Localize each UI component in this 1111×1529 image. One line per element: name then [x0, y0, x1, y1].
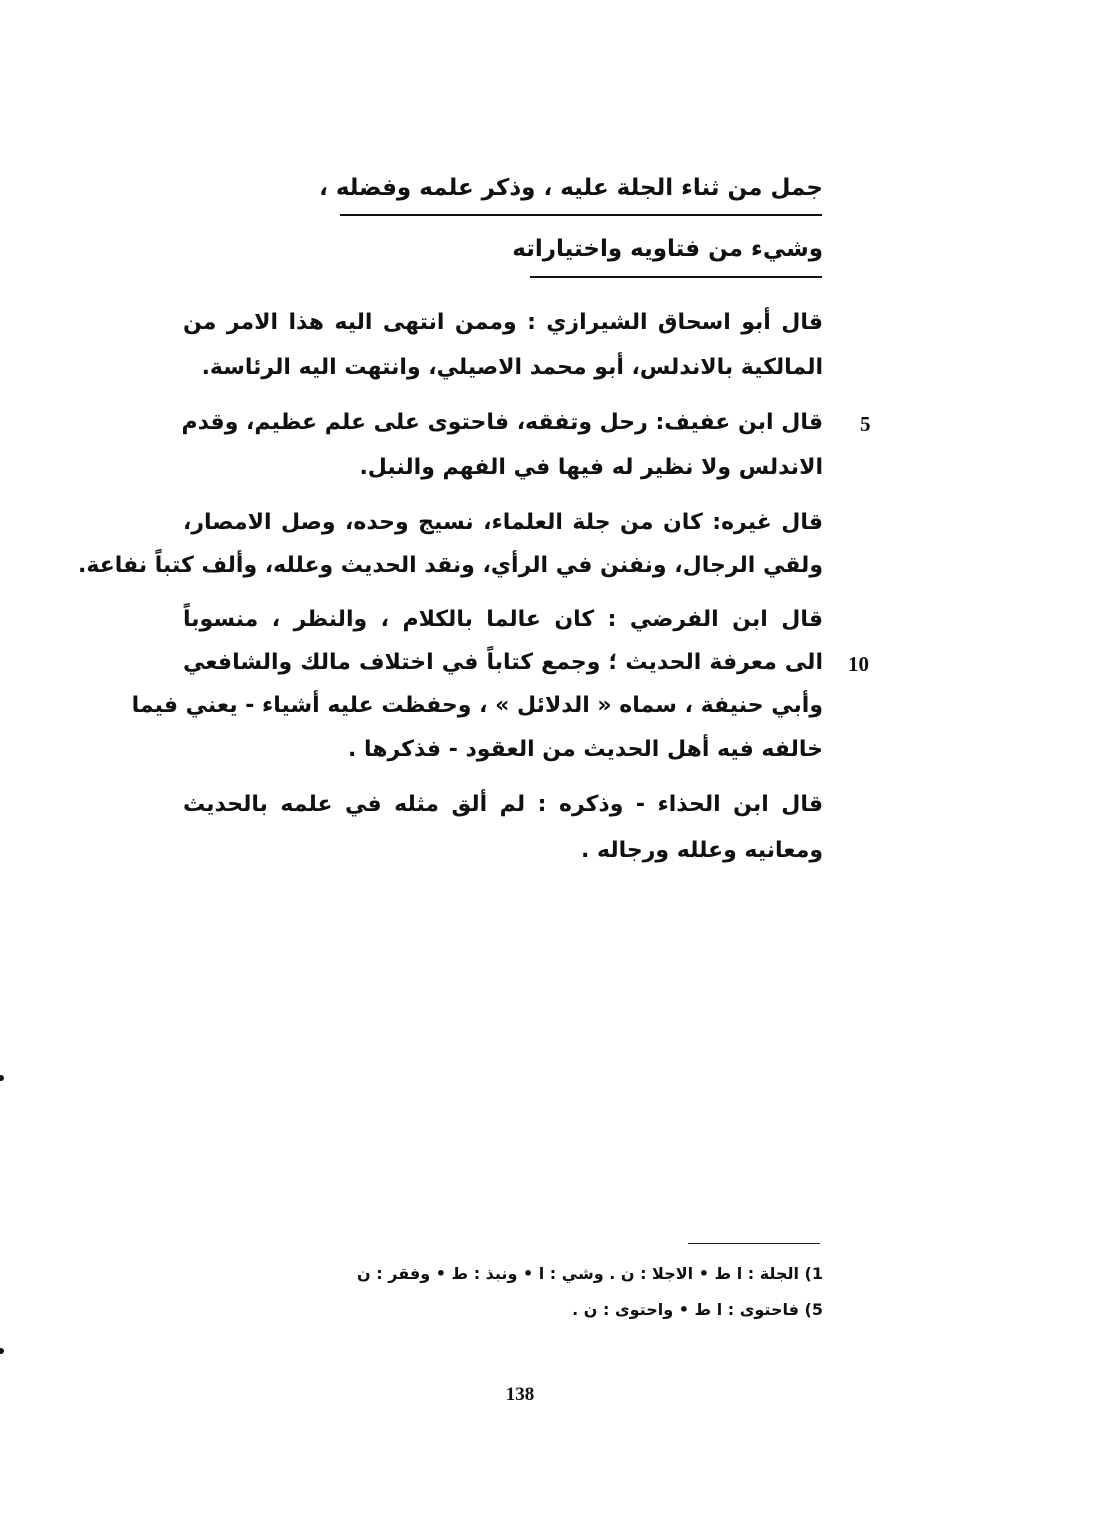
paragraph-1-line-1: قال أبو اسحاق الشيرازي : وممن انتهى اليه هذا الامر من — [183, 310, 823, 335]
chapter-heading-line-1: جمل من ثناء الجلة عليه ، وذكر علمه وفضله ، — [319, 175, 823, 201]
heading-underline-2 — [530, 276, 822, 278]
footnote-2: 5) فاحتوى : ا ط • واحتوى : ن . — [572, 1300, 823, 1319]
scan-artifact-dot — [0, 1075, 4, 1081]
paragraph-5-line-2: ومعانيه وعلله ورجاله . — [581, 838, 823, 863]
paragraph-3-line-1: قال غيره: كان من جلة العلماء، نسيج وحده، وصل الامصار، — [183, 510, 823, 535]
footnote-1: 1) الجلة : ا ط • الاجلا : ن . وشي : ا • ونبذ : ط • وفقر : ن — [357, 1264, 823, 1283]
paragraph-5-line-1: قال ابن الحذاء - وذكره : لم ألق مثله في علمه بالحديث — [183, 792, 823, 817]
heading-underline-1 — [340, 214, 822, 216]
margin-line-number-5: 5 — [860, 412, 871, 436]
paragraph-2-line-2: الاندلس ولا نظير له فيها في الفهم والنبل. — [359, 455, 823, 480]
paragraph-4-line-4: خالفه فيه أهل الحديث من العقود - فذكرها . — [347, 737, 823, 762]
paragraph-4-line-2: الى معرفة الحديث ؛ وجمع كتاباً في اختلاف مالك والشافعي — [183, 650, 823, 675]
paragraph-1-line-2: المالكية بالاندلس، أبو محمد الاصيلي، وانتهت اليه الرئاسة. — [201, 355, 823, 380]
scan-artifact-dot — [0, 1348, 4, 1354]
paragraph-2-line-1: قال ابن عفيف: رحل وتفقه، فاحتوى على علم عظيم، وقدم — [181, 410, 823, 435]
paragraph-3-line-2: ولقي الرجال، ونفنن في الرأي، ونقد الحديث وعلله، وألف كتباً نفاعة. — [78, 553, 823, 578]
margin-line-number-10: 10 — [848, 652, 869, 676]
footnote-separator — [688, 1243, 820, 1244]
chapter-heading-line-2: وشيء من فتاويه واختياراته — [512, 236, 823, 262]
page-number: 138 — [505, 1384, 535, 1405]
paragraph-4-line-3: وأبي حنيفة ، سماه « الدلائل » ، وحفظت عليه أشياء - يعني فيما — [131, 693, 823, 718]
paragraph-4-line-1: قال ابن الفرضي : كان عالما بالكلام ، والنظر ، منسوباً — [183, 607, 823, 632]
